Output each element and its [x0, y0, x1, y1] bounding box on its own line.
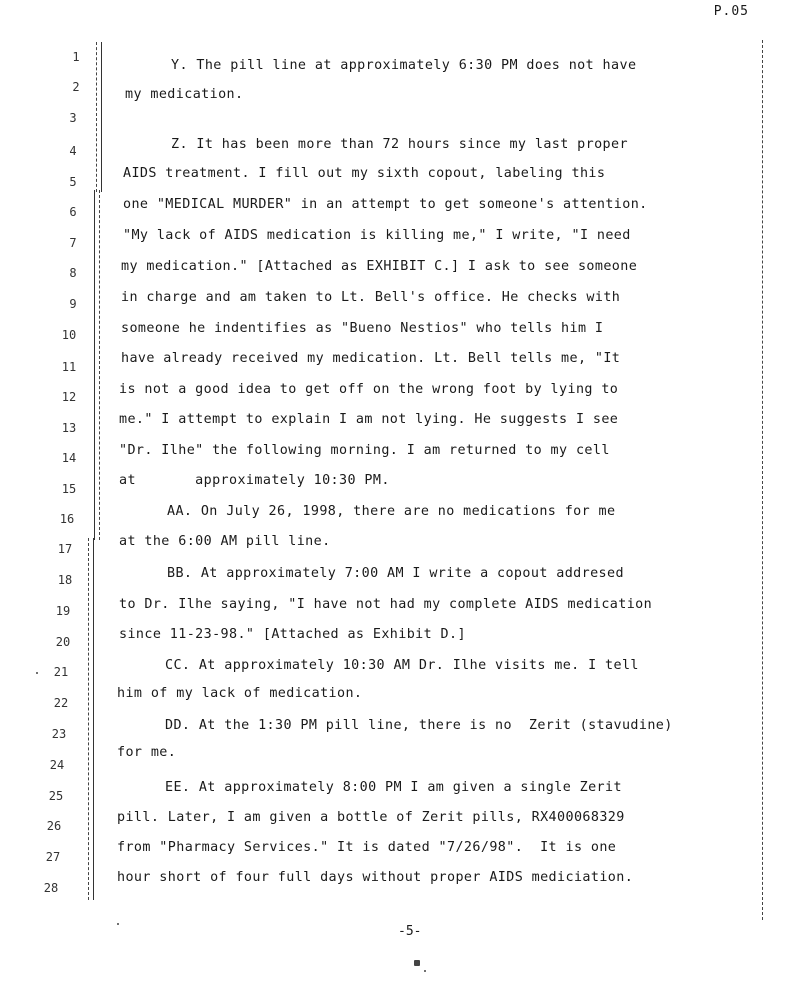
- line-number: 26: [46, 819, 62, 833]
- body-line: my medication." [Attached as EXHIBIT C.] I ask to see someone: [121, 259, 638, 274]
- left-margin-rule: [93, 538, 94, 900]
- line-number: 9: [69, 297, 77, 311]
- line-number: 10: [61, 328, 77, 342]
- body-line: AIDS treatment. I fill out my sixth copout, labeling this: [123, 166, 606, 181]
- line-number: 16: [59, 512, 75, 526]
- body-line: him of my lack of medication.: [117, 686, 363, 701]
- line-number: 27: [45, 850, 61, 864]
- page-number: -5-: [398, 924, 422, 939]
- body-line: DD. At the 1:30 PM pill line, there is no Zerit (stavudine): [165, 718, 673, 733]
- body-line: in charge and am taken to Lt. Bell's office. He checks with: [121, 290, 621, 305]
- body-line: EE. At approximately 8:00 PM I am given a single Zerit: [165, 780, 622, 795]
- scan-speck: [414, 960, 420, 966]
- scan-speck: [117, 923, 119, 925]
- body-line: for me.: [117, 745, 177, 760]
- line-number: 15: [61, 482, 77, 496]
- line-number: 6: [69, 205, 77, 219]
- body-line: Z. It has been more than 72 hours since my last proper: [171, 137, 628, 152]
- body-line: pill. Later, I am given a bottle of Zerit pills, RX400068329: [117, 810, 625, 825]
- scan-speck: [424, 970, 426, 972]
- body-line: AA. On July 26, 1998, there are no medications for me: [167, 504, 616, 519]
- body-line: someone he indentifies as "Bueno Nestios" who tells him I: [121, 321, 604, 336]
- body-line: from "Pharmacy Services." It is dated "7/26/98". It is one: [117, 840, 617, 855]
- body-line: one "MEDICAL MURDER" in an attempt to get someone's attention.: [123, 197, 648, 212]
- body-line: at approximately 10:30 PM.: [119, 473, 390, 488]
- line-number: 24: [49, 758, 65, 772]
- line-number: 3: [69, 111, 77, 125]
- left-margin-rule: [96, 42, 97, 192]
- body-line: my medication.: [125, 87, 244, 102]
- line-number: 7: [69, 236, 77, 250]
- left-margin-rule: [94, 190, 95, 540]
- left-margin-rule: [101, 42, 102, 192]
- left-margin-rule: [88, 538, 89, 900]
- left-margin-rule: [99, 190, 100, 540]
- line-number: 4: [69, 144, 77, 158]
- line-number: 11: [61, 360, 77, 374]
- line-number: 23: [51, 727, 67, 741]
- body-line: since 11-23-98." [Attached as Exhibit D.]: [119, 627, 466, 642]
- page-code: P.05: [713, 4, 749, 19]
- body-line: CC. At approximately 10:30 AM Dr. Ilhe visits me. I tell: [165, 658, 639, 673]
- line-number: 28: [43, 881, 59, 895]
- body-line: Y. The pill line at approximately 6:30 PM does not have: [171, 58, 637, 73]
- line-number: 14: [61, 451, 77, 465]
- line-number: 5: [69, 175, 77, 189]
- body-line: BB. At approximately 7:00 AM I write a copout addresed: [167, 566, 624, 581]
- body-line: me." I attempt to explain I am not lying. He suggests I see: [119, 412, 619, 427]
- body-line: to Dr. Ilhe saying, "I have not had my complete AIDS medication: [119, 597, 653, 612]
- line-number: 19: [55, 604, 71, 618]
- body-line: is not a good idea to get off on the wrong foot by lying to: [119, 382, 619, 397]
- line-number: 20: [55, 635, 71, 649]
- body-line: "Dr. Ilhe" the following morning. I am returned to my cell: [119, 443, 610, 458]
- body-line: "My lack of AIDS medication is killing me," I write, "I need: [123, 228, 631, 243]
- body-line: at the 6:00 AM pill line.: [119, 534, 331, 549]
- line-number: 21: [53, 665, 69, 679]
- line-number: 12: [61, 390, 77, 404]
- line-number: 2: [72, 80, 80, 94]
- line-number: 18: [57, 573, 73, 587]
- line-number: 17: [57, 542, 73, 556]
- line-number: 13: [61, 421, 77, 435]
- line-number: 8: [69, 266, 77, 280]
- line-number: 25: [48, 789, 64, 803]
- scan-speck: [36, 672, 38, 674]
- line-number: 22: [53, 696, 69, 710]
- line-number: 1: [72, 50, 80, 64]
- body-line: have already received my medication. Lt. Bell tells me, "It: [121, 351, 621, 366]
- body-line: hour short of four full days without proper AIDS mediciation.: [117, 870, 634, 885]
- right-margin-rule: [762, 40, 763, 920]
